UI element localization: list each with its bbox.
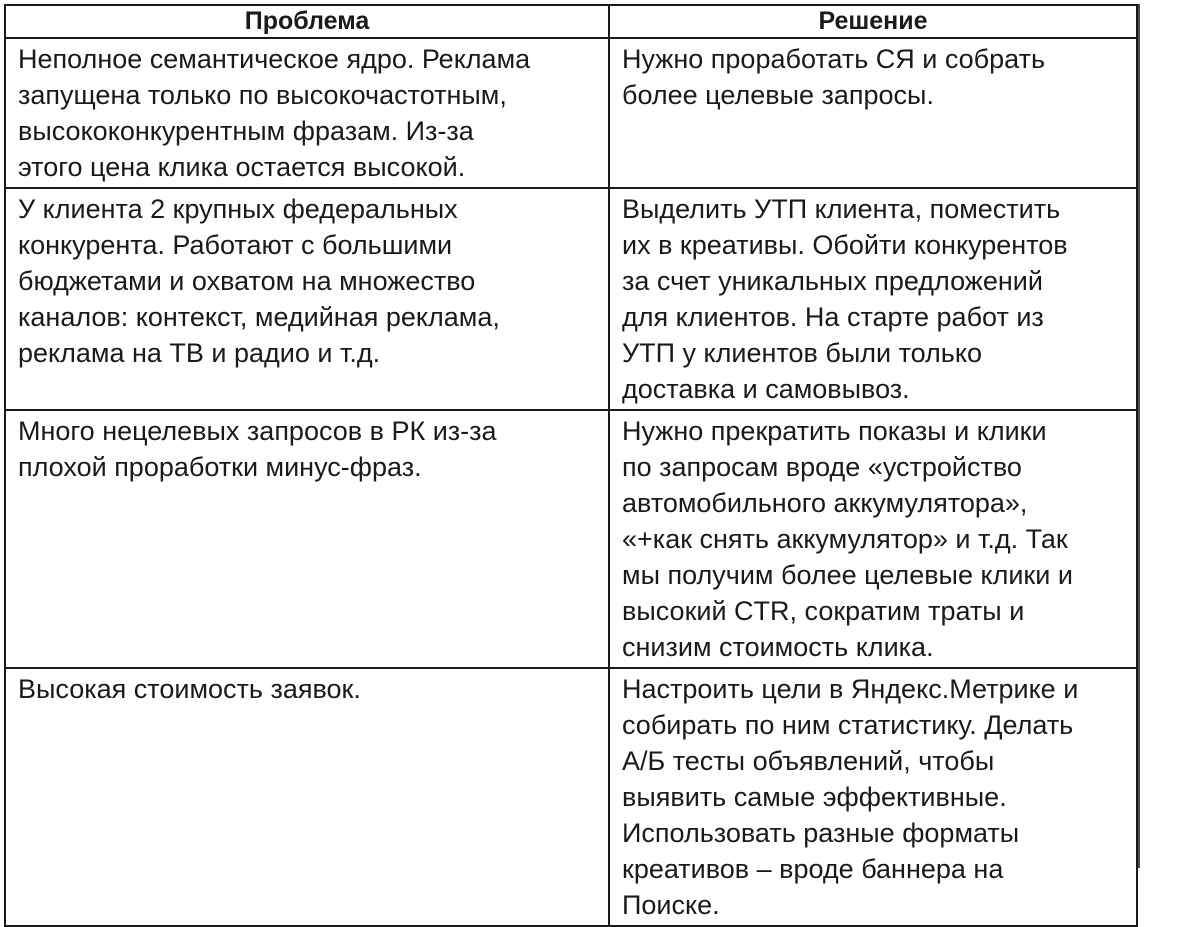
- cell-line: выявить самые эффективные.: [622, 782, 1007, 812]
- table-row: [5, 38, 1137, 188]
- cell-line: высокий CTR, сократим траты и: [622, 596, 1025, 626]
- cell-line: УТП у клиентов были только: [622, 338, 983, 368]
- cell-line: высококонкурентным фразам. Из-за: [18, 116, 474, 146]
- problem-solution-table: [4, 4, 1138, 927]
- cell-line: бюджетами и охватом на множество: [18, 266, 476, 296]
- cell-line: Использовать разные форматы: [622, 818, 1020, 848]
- cell-line: более целевые запросы.: [622, 80, 934, 110]
- cell-line: Высокая стоимость заявок.: [18, 674, 361, 704]
- cell-line: креативов – вроде баннера на: [622, 854, 1004, 884]
- header-problem: Проблема: [5, 5, 609, 38]
- cell-line: собирать по ним статистику. Делать: [622, 710, 1074, 740]
- cell-line: Выделить УТП клиента, поместить: [622, 194, 1061, 224]
- cell-line: плохой проработки минус-фраз.: [18, 452, 422, 482]
- right-edge-line: [1138, 4, 1140, 868]
- problem-cell: [5, 668, 609, 926]
- cell-line: запущена только по высокочастотным,: [18, 80, 507, 110]
- cell-line: за счет уникальных предложений: [622, 266, 1043, 296]
- cell-line: «+как снять аккумулятор» и т.д. Так: [622, 524, 1068, 554]
- header-row: [5, 5, 1137, 38]
- table-row: [5, 188, 1137, 410]
- cell-line: каналов: контекст, медийная реклама,: [18, 302, 500, 332]
- cell-line: по запросам вроде «устройство: [622, 452, 1022, 482]
- cell-line: У клиента 2 крупных федеральных: [18, 194, 458, 224]
- solution-cell: [609, 38, 1137, 188]
- solution-cell: [609, 668, 1137, 926]
- problem-cell: [5, 188, 609, 410]
- solution-cell: [609, 410, 1137, 668]
- problem-cell: [5, 38, 609, 188]
- cell-line: Нужно проработать СЯ и собрать: [622, 44, 1046, 74]
- cell-line: Поиске.: [622, 890, 720, 920]
- cell-line: А/Б тесты объявлений, чтобы: [622, 746, 995, 776]
- table-row: [5, 410, 1137, 668]
- cell-line: Много нецелевых запросов в РК из-за: [18, 416, 497, 446]
- cell-line: конкурента. Работают с большими: [18, 230, 453, 260]
- cell-line: мы получим более целевые клики и: [622, 560, 1073, 590]
- cell-line: для клиентов. На старте работ из: [622, 302, 1044, 332]
- table-row: [5, 668, 1137, 926]
- table-header: [5, 5, 1137, 38]
- cell-line: Нужно прекратить показы и клики: [622, 416, 1047, 446]
- cell-line: снизим стоимость клика.: [622, 632, 934, 662]
- problem-cell: [5, 410, 609, 668]
- cell-line: реклама на ТВ и радио и т.д.: [18, 338, 381, 368]
- cell-line: их в креативы. Обойти конкурентов: [622, 230, 1068, 260]
- solution-cell: [609, 188, 1137, 410]
- cell-line: доставка и самовывоз.: [622, 374, 910, 404]
- cell-line: автомобильного аккумулятора»,: [622, 488, 1028, 518]
- header-solution: Решение: [609, 5, 1137, 38]
- cell-line: Неполное семантическое ядро. Реклама: [18, 44, 531, 74]
- cell-line: Настроить цели в Яндекс.Метрике и: [622, 674, 1079, 704]
- cell-line: этого цена клика остается высокой.: [18, 152, 466, 182]
- table-body: [5, 38, 1137, 926]
